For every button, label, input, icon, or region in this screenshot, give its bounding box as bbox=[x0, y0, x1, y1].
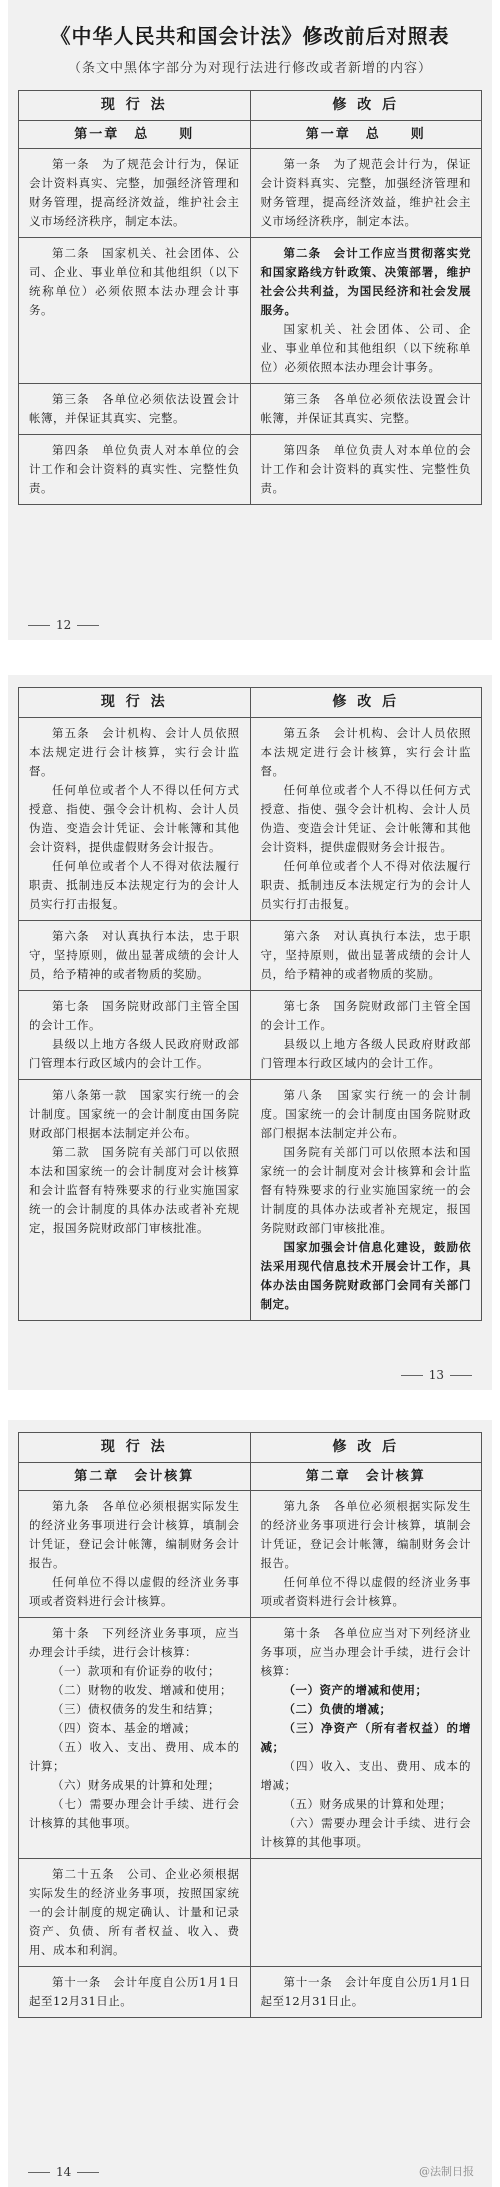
list-item: （五）财务成果的计算和处理； bbox=[283, 1797, 452, 1811]
article-text-bold: 国家加强会计信息化建设，鼓励依法采用现代信息技术开展会计工作，具体办法由国务院财政部门会同有关部门制定。 bbox=[260, 1240, 471, 1311]
col-header-old: 现 行 法 bbox=[19, 688, 251, 718]
article-text: 任何单位或者个人不得以任何方式授意、指使、强令会计机构、会计人员伪造、变造会计凭证、会计帐簿和其他会计资料，提供虚假财务会计报告。 bbox=[29, 783, 240, 854]
article-new bbox=[250, 435, 482, 505]
article-new bbox=[250, 1618, 482, 1859]
page-number: 13 bbox=[395, 1368, 478, 1382]
article-new bbox=[250, 1967, 482, 2018]
article-new bbox=[250, 718, 482, 921]
list-item: （二）财物的收发、增减和使用； bbox=[52, 1683, 232, 1697]
col-header-old: 现 行 法 bbox=[19, 1433, 251, 1463]
list-item: （四）资本、基金的增减； bbox=[52, 1721, 196, 1735]
list-item-bold: （三）净资产（所有者权益）的增减； bbox=[260, 1721, 471, 1754]
page-13 bbox=[8, 675, 492, 1390]
article-old bbox=[19, 921, 251, 991]
article-text: 第三条 各单位必须依法设置会计帐簿，并保证其真实、完整。 bbox=[260, 392, 471, 425]
article-text: 第五条 会计机构、会计人员依照本法规定进行会计核算，实行会计监督。 bbox=[260, 726, 471, 778]
article-text: 国务院有关部门可以依照本法和国家统一的会计制度对会计核算和会计监督有特殊要求的行业实施国家统一的会计制度的具体办法或者补充规定，报国务院财政部门审核批准。 bbox=[260, 1145, 471, 1235]
article-old bbox=[19, 1491, 251, 1618]
article-text: 第十条 各单位应当对下列经济业务事项，应当办理会计手续，进行会计核算： bbox=[260, 1626, 471, 1678]
page-number: 14 bbox=[22, 2165, 105, 2179]
article-old bbox=[19, 384, 251, 435]
article-text: 第七条 国务院财政部门主管全国的会计工作。 bbox=[260, 999, 471, 1032]
article-text: 第七条 国务院财政部门主管全国的会计工作。 bbox=[29, 999, 240, 1032]
article-text: 第九条 各单位必须根据实际发生的经济业务事项进行会计核算，填制会计凭证，登记会计帐簿，编制财务会计报告。 bbox=[29, 1499, 240, 1570]
article-text: 第一条 为了规范会计行为，保证会计资料真实、完整，加强经济管理和财务管理，提高经济效益，维护社会主义市场经济秩序，制定本法。 bbox=[260, 157, 471, 228]
page-number: 12 bbox=[22, 618, 105, 632]
article-text: 第二十五条 公司、企业必须根据实际发生的经济业务事项，按照国家统一的会计制度的规定确认、计量和记录资产、负债、所有者权益、收入、费用、成本和利润。 bbox=[29, 1867, 240, 1957]
article-new bbox=[250, 1080, 482, 1321]
list-item: （七）需要办理会计手续、进行会计核算的其他事项。 bbox=[29, 1797, 240, 1830]
article-text: 第十条 下列经济业务事项，应当办理会计手续，进行会计核算： bbox=[29, 1626, 240, 1659]
article-text: 第一条 为了规范会计行为，保证会计资料真实、完整，加强经济管理和财务管理，提高经济效益，维护社会主义市场经济秩序，制定本法。 bbox=[29, 157, 240, 228]
list-item: （五）收入、支出、费用、成本的计算； bbox=[29, 1740, 240, 1773]
doc-subtitle: （条文中黑体字部分为对现行法进行修改或者新增的内容） bbox=[67, 61, 432, 76]
article-text: 第五条 会计机构、会计人员依照本法规定进行会计核算，实行会计监督。 bbox=[29, 726, 240, 778]
article-old bbox=[19, 238, 251, 384]
article-text: 任何单位或者个人不得对依法履行职责、抵制违反本法规定行为的会计人员实行打击报复。 bbox=[29, 859, 240, 911]
article-text: 第八条第一款 国家实行统一的会计制度。国家统一的会计制度由国务院财政部门根据本法制定并公布。 bbox=[29, 1088, 240, 1140]
col-header-new: 修 改 后 bbox=[250, 688, 482, 718]
article-old bbox=[19, 149, 251, 238]
article-text: 第十一条 会计年度自公历1月1日起至12月31日止。 bbox=[260, 1975, 471, 2008]
list-item: （三）债权债务的发生和结算； bbox=[52, 1702, 220, 1716]
article-old bbox=[19, 1080, 251, 1321]
chapter-title: 第二章 会计核算 bbox=[250, 1463, 482, 1491]
article-new bbox=[250, 238, 482, 384]
article-text: 第六条 对认真执行本法，忠于职守，坚持原则，做出显著成绩的会计人员，给予精神的或者物质的奖励。 bbox=[260, 929, 471, 981]
article-new bbox=[250, 1491, 482, 1618]
article-old bbox=[19, 718, 251, 921]
article-old bbox=[19, 435, 251, 505]
article-text: 第三条 各单位必须依法设置会计帐簿，并保证其真实、完整。 bbox=[29, 392, 240, 425]
article-old bbox=[19, 991, 251, 1080]
article-text: 任何单位或者个人不得以任何方式授意、指使、强令会计机构、会计人员伪造、变造会计凭证、会计帐簿和其他会计资料，提供虚假财务会计报告。 bbox=[260, 783, 471, 854]
article-text: 第二条 国家机关、社会团体、公司、企业、事业单位和其他组织（以下统称单位）必须依照本法办理会计事务。 bbox=[29, 246, 240, 317]
list-item-bold: （二）负债的增减； bbox=[283, 1702, 392, 1716]
article-old bbox=[19, 1967, 251, 2018]
article-text: 国家机关、社会团体、公司、企业、事业单位和其他组织（以下统称单位）必须依照本法办理会计事务。 bbox=[260, 322, 471, 374]
article-text: 第四条 单位负责人对本单位的会计工作和会计资料的真实性、完整性负责。 bbox=[29, 443, 240, 495]
source-watermark: @法制日报 bbox=[419, 2165, 474, 2178]
article-text: 第八条 国家实行统一的会计制度。国家统一的会计制度由国务院财政部门根据本法制定并公布。 bbox=[260, 1088, 471, 1140]
article-text: 第四条 单位负责人对本单位的会计工作和会计资料的真实性、完整性负责。 bbox=[260, 443, 471, 495]
article-text-bold: 第二条 会计工作应当贯彻落实党和国家路线方针政策、决策部署，维护社会公共利益，为国民经济和社会发展服务。 bbox=[260, 246, 471, 317]
article-new bbox=[250, 991, 482, 1080]
page-12 bbox=[8, 0, 492, 640]
chapter-title: 第二章 会计核算 bbox=[19, 1463, 251, 1491]
col-header-new: 修 改 后 bbox=[250, 1433, 482, 1463]
article-text: 第二款 国务院有关部门可以依照本法和国家统一的会计制度对会计核算和会计监督有特殊要求的行业实施国家统一的会计制度的具体办法或者补充规定，报国务院财政部门审核批准。 bbox=[29, 1145, 240, 1235]
article-new bbox=[250, 921, 482, 991]
page-14 bbox=[8, 1420, 492, 2187]
article-new bbox=[250, 149, 482, 238]
article-text: 第十一条 会计年度自公历1月1日起至12月31日止。 bbox=[29, 1975, 240, 2008]
comparison-table-2 bbox=[18, 687, 482, 1321]
chapter-title: 第一章 总 则 bbox=[19, 121, 251, 149]
list-item: （六）财务成果的计算和处理； bbox=[52, 1778, 220, 1792]
article-text: 任何单位不得以虚假的经济业务事项或者资料进行会计核算。 bbox=[29, 1575, 240, 1608]
list-item: （六）需要办理会计手续、进行会计核算的其他事项。 bbox=[260, 1816, 471, 1849]
article-text: 县级以上地方各级人民政府财政部门管理本行政区域内的会计工作。 bbox=[29, 1037, 240, 1070]
article-old bbox=[19, 1618, 251, 1859]
col-header-old: 现 行 法 bbox=[19, 91, 251, 121]
chapter-title: 第一章 总 则 bbox=[250, 121, 482, 149]
doc-title: 《中华人民共和国会计法》修改前后对照表 bbox=[50, 24, 450, 48]
comparison-table-1 bbox=[18, 90, 482, 505]
article-new bbox=[250, 384, 482, 435]
article-old bbox=[19, 1859, 251, 1967]
article-text: 任何单位不得以虚假的经济业务事项或者资料进行会计核算。 bbox=[260, 1575, 471, 1608]
list-item: （一）款项和有价证券的收付； bbox=[52, 1664, 220, 1678]
col-header-new: 修 改 后 bbox=[250, 91, 482, 121]
article-new-empty bbox=[250, 1859, 482, 1967]
article-text: 第九条 各单位必须根据实际发生的经济业务事项进行会计核算，填制会计凭证，登记会计帐簿，编制财务会计报告。 bbox=[260, 1499, 471, 1570]
list-item-bold: （一）资产的增减和使用； bbox=[283, 1683, 428, 1697]
article-text: 任何单位或者个人不得对依法履行职责、抵制违反本法规定行为的会计人员实行打击报复。 bbox=[260, 859, 471, 911]
comparison-table-3 bbox=[18, 1432, 482, 2018]
article-text: 第六条 对认真执行本法，忠于职守，坚持原则，做出显著成绩的会计人员，给予精神的或者物质的奖励。 bbox=[29, 929, 240, 981]
article-text: 县级以上地方各级人民政府财政部门管理本行政区域内的会计工作。 bbox=[260, 1037, 471, 1070]
list-item: （四）收入、支出、费用、成本的增减； bbox=[260, 1759, 471, 1792]
